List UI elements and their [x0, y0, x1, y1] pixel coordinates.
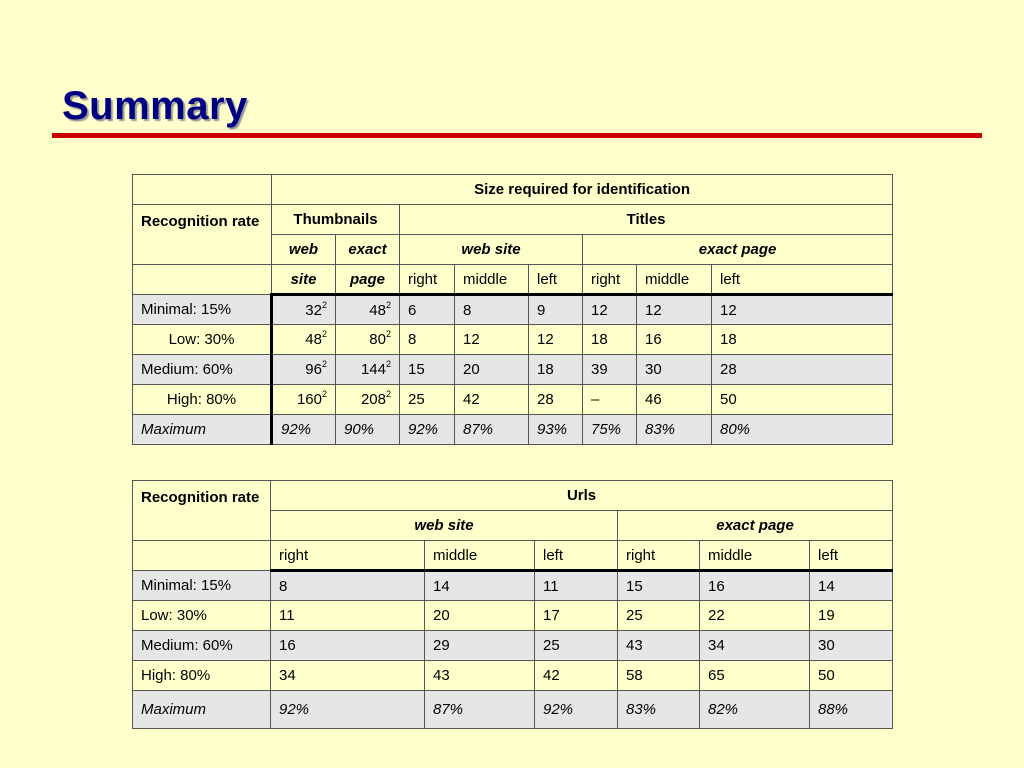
web-site-header: web site: [271, 511, 618, 541]
position-header: right: [400, 265, 455, 295]
value-cell: 34: [700, 631, 810, 661]
value-cell: 30: [637, 355, 712, 385]
value-cell: 12: [637, 295, 712, 325]
max-cell: 82%: [700, 691, 810, 729]
max-cell: 90%: [336, 415, 400, 445]
value-cell: 14: [425, 571, 535, 601]
web-site-header: web site: [400, 235, 583, 265]
maximum-label: Maximum: [133, 691, 271, 729]
value-cell: 25: [618, 601, 700, 631]
max-cell: 80%: [712, 415, 893, 445]
value-cell: 30: [810, 631, 893, 661]
empty-corner: [133, 175, 272, 205]
position-header: middle: [700, 541, 810, 571]
value-cell: 42: [535, 661, 618, 691]
thumb-web-cell: $160^2$: [272, 385, 336, 415]
maximum-row: [133, 691, 893, 729]
value-cell: 16: [700, 571, 810, 601]
value-cell: 42: [455, 385, 529, 415]
rate-label: Low: 30%: [133, 325, 272, 355]
max-cell: 93%: [529, 415, 583, 445]
position-header: left: [529, 265, 583, 295]
rate-label: Medium: 60%: [133, 631, 271, 661]
value-cell: 12: [455, 325, 529, 355]
exact-header: exact: [336, 235, 400, 265]
value-cell: 43: [425, 661, 535, 691]
table-row: [133, 295, 893, 325]
value-cell: 65: [700, 661, 810, 691]
value-cell: 16: [271, 631, 425, 661]
value-cell: 19: [810, 601, 893, 631]
table-row: [133, 571, 893, 601]
thumb-web-cell: $32^2$: [272, 295, 336, 325]
max-cell: 75%: [583, 415, 637, 445]
value-cell: 22: [700, 601, 810, 631]
value-cell: 43: [618, 631, 700, 661]
recognition-rate-label: Recognition rate: [133, 205, 272, 265]
urls-header: Urls: [271, 481, 893, 511]
urls-table: [132, 480, 893, 729]
max-cell: 83%: [637, 415, 712, 445]
thumb-web-cell: $96^2$: [272, 355, 336, 385]
table-row: [133, 355, 893, 385]
max-cell: 92%: [400, 415, 455, 445]
value-cell: 25: [535, 631, 618, 661]
value-cell: 46: [637, 385, 712, 415]
max-cell: 87%: [425, 691, 535, 729]
thumb-exact-cell: $208^2$: [336, 385, 400, 415]
value-cell: 14: [810, 571, 893, 601]
value-cell: 18: [529, 355, 583, 385]
position-header: left: [810, 541, 893, 571]
rate-label: High: 80%: [133, 661, 271, 691]
value-cell: –: [583, 385, 637, 415]
table-row: [133, 325, 893, 355]
position-header: left: [712, 265, 893, 295]
value-cell: 25: [400, 385, 455, 415]
value-cell: 58: [618, 661, 700, 691]
value-cell: 34: [271, 661, 425, 691]
value-cell: 9: [529, 295, 583, 325]
value-cell: 50: [712, 385, 893, 415]
position-header: right: [618, 541, 700, 571]
rate-label: High: 80%: [133, 385, 272, 415]
size-table: [132, 174, 893, 445]
value-cell: 18: [583, 325, 637, 355]
table-row: [133, 631, 893, 661]
max-cell: 83%: [618, 691, 700, 729]
recognition-rate-label: Recognition rate: [133, 481, 271, 541]
max-cell: 92%: [272, 415, 336, 445]
value-cell: 16: [637, 325, 712, 355]
value-cell: 17: [535, 601, 618, 631]
slide-title: Summary: [62, 84, 248, 128]
max-cell: 88%: [810, 691, 893, 729]
value-cell: 15: [400, 355, 455, 385]
position-header: middle: [425, 541, 535, 571]
value-cell: 11: [271, 601, 425, 631]
position-header: middle: [637, 265, 712, 295]
page-header: page: [336, 265, 400, 295]
maximum-label: Maximum: [133, 415, 272, 445]
rate-label: Minimal: 15%: [133, 571, 271, 601]
value-cell: 8: [400, 325, 455, 355]
table-row: [133, 601, 893, 631]
thumb-exact-cell: $144^2$: [336, 355, 400, 385]
title-underline: [52, 133, 982, 138]
value-cell: 29: [425, 631, 535, 661]
titles-header: Titles: [400, 205, 893, 235]
value-cell: 6: [400, 295, 455, 325]
rate-label: Minimal: 15%: [133, 295, 272, 325]
value-cell: 39: [583, 355, 637, 385]
exact-page-header: exact page: [583, 235, 893, 265]
position-header: left: [535, 541, 618, 571]
position-header: right: [583, 265, 637, 295]
size-header: Size required for identification: [272, 175, 893, 205]
value-cell: 50: [810, 661, 893, 691]
maximum-row: [133, 415, 893, 445]
site-header: site: [272, 265, 336, 295]
value-cell: 20: [455, 355, 529, 385]
table-row: [133, 385, 893, 415]
rate-label: Medium: 60%: [133, 355, 272, 385]
value-cell: 15: [618, 571, 700, 601]
value-cell: 8: [455, 295, 529, 325]
value-cell: 11: [535, 571, 618, 601]
position-header: right: [271, 541, 425, 571]
value-cell: 12: [712, 295, 893, 325]
value-cell: 12: [583, 295, 637, 325]
value-cell: 28: [529, 385, 583, 415]
value-cell: 28: [712, 355, 893, 385]
thumb-exact-cell: $80^2$: [336, 325, 400, 355]
value-cell: 12: [529, 325, 583, 355]
exact-page-header: exact page: [618, 511, 893, 541]
position-header: middle: [455, 265, 529, 295]
max-cell: 92%: [535, 691, 618, 729]
thumb-exact-cell: $48^2$: [336, 295, 400, 325]
empty-cell: [133, 541, 271, 571]
web-header: web: [272, 235, 336, 265]
thumb-web-cell: $48^2$: [272, 325, 336, 355]
value-cell: 8: [271, 571, 425, 601]
table-row: [133, 661, 893, 691]
empty-cell: [133, 265, 272, 295]
max-cell: 87%: [455, 415, 529, 445]
thumbnails-header: Thumbnails: [272, 205, 400, 235]
value-cell: 20: [425, 601, 535, 631]
max-cell: 92%: [271, 691, 425, 729]
rate-label: Low: 30%: [133, 601, 271, 631]
value-cell: 18: [712, 325, 893, 355]
